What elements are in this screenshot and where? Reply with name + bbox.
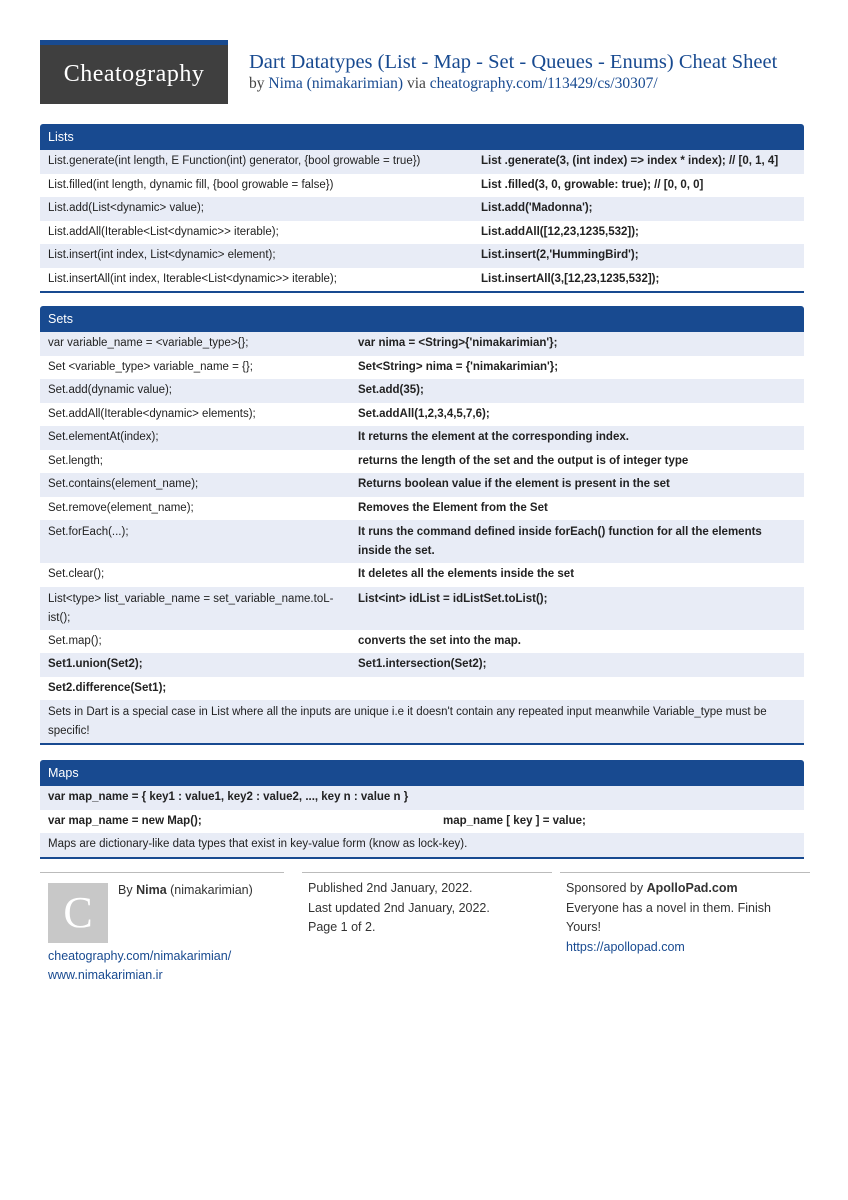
lists-syntax: List.add(List<dynamic> value); xyxy=(48,202,204,214)
lists-syntax: List.insert(int index, List<dynamic> element); xyxy=(48,249,276,261)
sets-example: returns the length of the set and the output is of integer type xyxy=(358,454,689,467)
footer-sponsor-text-2: Yours! xyxy=(566,920,601,934)
sets-example: It returns the element at the corresponding index. xyxy=(358,431,629,443)
footer-author-name[interactable]: Nima xyxy=(136,883,167,897)
lists-table xyxy=(40,150,804,291)
footer-author-link[interactable]: cheatography.com/nimakarimian/ xyxy=(48,949,232,963)
table-row xyxy=(40,497,804,521)
table-row xyxy=(40,630,804,654)
sets-syntax: List<type> list_variable_name = set_variable_name.toList(); xyxy=(48,592,334,624)
footer-sponsored-prefix: Sponsored by xyxy=(566,881,644,895)
table-row xyxy=(40,332,804,356)
table-row xyxy=(40,268,804,292)
footer-updated-date: Last updated 2nd January, 2022. xyxy=(308,900,490,915)
footer-sponsor-link[interactable]: https://apollopad.com xyxy=(566,939,685,954)
sets-note: Sets in Dart is a special case in List where all the inputs are unique i.e it doesn't contain any repeated input meanwhile Variable_type must be specific! xyxy=(48,706,767,737)
lists-heading: Lists xyxy=(40,124,804,150)
lists-example: List .filled(3, 0, growable: true); // [0, 0, 0] xyxy=(481,178,704,191)
table-row xyxy=(40,587,804,630)
footer xyxy=(40,872,804,992)
footer-author-handle: (nimakarimian) xyxy=(170,883,253,897)
lists-example: List.insertAll(3,[12,23,1235,532]); xyxy=(481,272,660,285)
sets-example: It deletes all the elements inside the set xyxy=(358,568,575,580)
footer-author xyxy=(40,872,284,991)
byline-via: via xyxy=(406,75,426,92)
table-row xyxy=(40,810,804,834)
footer-sponsor xyxy=(560,872,810,957)
lists-example: List .generate(3, (int index) => index * index); // [0, 1, 4] xyxy=(481,155,779,167)
table-row xyxy=(40,426,804,450)
footer-author-line xyxy=(118,881,253,901)
table-row xyxy=(40,174,804,198)
author-link[interactable]: Nima (nimakarimian) xyxy=(268,75,404,92)
sets-syntax: Set.addAll(Iterable<dynamic> elements); xyxy=(48,407,256,420)
sets-syntax: Set.add(dynamic value); xyxy=(48,384,173,396)
footer-sponsor-line xyxy=(566,879,810,899)
table-row xyxy=(40,356,804,380)
sets-example: Set1.intersection(Set2); xyxy=(358,658,487,670)
sets-example: var nima = <String>{'nimakarimian'}; xyxy=(358,337,558,349)
table-row xyxy=(40,150,804,174)
table-row xyxy=(40,786,804,810)
sets-syntax: var variable_name = <variable_type>{}; xyxy=(48,337,249,349)
table-row xyxy=(40,473,804,497)
maps-example: map_name [ key ] = value; xyxy=(443,814,586,827)
cheatography-logo[interactable]: Cheatography xyxy=(40,40,228,104)
sets-example: Set.add(35); xyxy=(358,384,424,396)
table-row xyxy=(40,244,804,268)
sets-example: Returns boolean value if the element is present in the set xyxy=(358,478,670,490)
footer-published-date: Published 2nd January, 2022. xyxy=(308,881,473,895)
lists-syntax: List.generate(int length, E Function(int) generator, {bool growable = true}) xyxy=(48,155,421,167)
lists-example: List.add('Madonna'); xyxy=(481,202,593,214)
sets-example: Removes the Element from the Set xyxy=(358,501,548,514)
table-row xyxy=(40,520,804,563)
lists-section xyxy=(40,124,804,293)
maps-syntax: var map_name = { key1 : value1, key2 : value2, ..., key n : value n } xyxy=(48,791,409,803)
byline xyxy=(249,75,658,93)
maps-section xyxy=(40,760,804,859)
page-title: Dart Datatypes (List - Map - Set - Queues - Enums) Cheat Sheet xyxy=(249,51,778,73)
sets-syntax: Set.clear(); xyxy=(48,568,105,580)
sets-syntax: Set <variable_type> variable_name = {}; xyxy=(48,360,253,373)
table-row xyxy=(40,700,804,743)
footer-by-prefix: By xyxy=(118,883,133,897)
sheet-url-link[interactable]: cheatography.com/113429/cs/30307/ xyxy=(429,75,658,92)
byline-prefix: by xyxy=(249,75,265,92)
maps-heading: Maps xyxy=(40,760,804,786)
footer-website-link[interactable]: www.nimakarimian.ir xyxy=(48,968,163,982)
sets-example: List<int> idList = idListSet.toList(); xyxy=(358,592,548,605)
sets-example: Set.addAll(1,2,3,4,5,7,6); xyxy=(358,407,490,420)
lists-example: List.insert(2,'HummingBird'); xyxy=(481,249,639,261)
maps-table xyxy=(40,786,804,857)
sets-example: It runs the command defined inside forEach() function for all the elements inside the set. xyxy=(358,526,762,557)
footer-page-number: Page 1 of 2. xyxy=(308,920,376,934)
sets-example: Set<String> nima = {'nimakarimian'}; xyxy=(358,360,559,373)
sets-syntax: Set.length; xyxy=(48,454,103,467)
table-row xyxy=(40,677,804,701)
sets-syntax: Set.remove(element_name); xyxy=(48,501,194,514)
lists-syntax: List.filled(int length, dynamic fill, {bool growable = false}) xyxy=(48,178,334,191)
table-row xyxy=(40,653,804,677)
table-row xyxy=(40,197,804,221)
lists-syntax: List.insertAll(int index, Iterable<List<dynamic>> iterable); xyxy=(48,272,337,285)
table-row xyxy=(40,379,804,403)
sets-heading: Sets xyxy=(40,306,804,332)
table-row xyxy=(40,563,804,587)
sets-example: converts the set into the map. xyxy=(358,634,521,647)
table-row xyxy=(40,221,804,245)
maps-note: Maps are dictionary-like data types that exist in key-value form (know as lock-key). xyxy=(48,838,468,850)
sets-syntax: Set.map(); xyxy=(48,634,102,647)
footer-sponsor-text: Everyone has a novel in them. Finish xyxy=(566,900,771,915)
lists-example: List.addAll([12,23,1235,532]); xyxy=(481,225,639,238)
sets-syntax: Set1.union(Set2); xyxy=(48,658,143,670)
sets-syntax: Set2.difference(Set1); xyxy=(48,681,167,694)
sets-table xyxy=(40,332,804,743)
maps-syntax: var map_name = new Map(); xyxy=(48,814,202,827)
footer-sponsor-name[interactable]: ApolloPad.com xyxy=(646,881,738,895)
lists-syntax: List.addAll(Iterable<List<dynamic>> iterable); xyxy=(48,225,279,238)
sets-syntax: Set.elementAt(index); xyxy=(48,431,159,443)
sets-syntax: Set.forEach(...); xyxy=(48,526,129,538)
avatar[interactable]: C xyxy=(48,883,108,943)
sets-syntax: Set.contains(element_name); xyxy=(48,478,199,490)
table-row xyxy=(40,833,804,857)
sets-section xyxy=(40,306,804,745)
table-row xyxy=(40,403,804,427)
footer-published xyxy=(302,872,552,938)
table-row xyxy=(40,450,804,474)
